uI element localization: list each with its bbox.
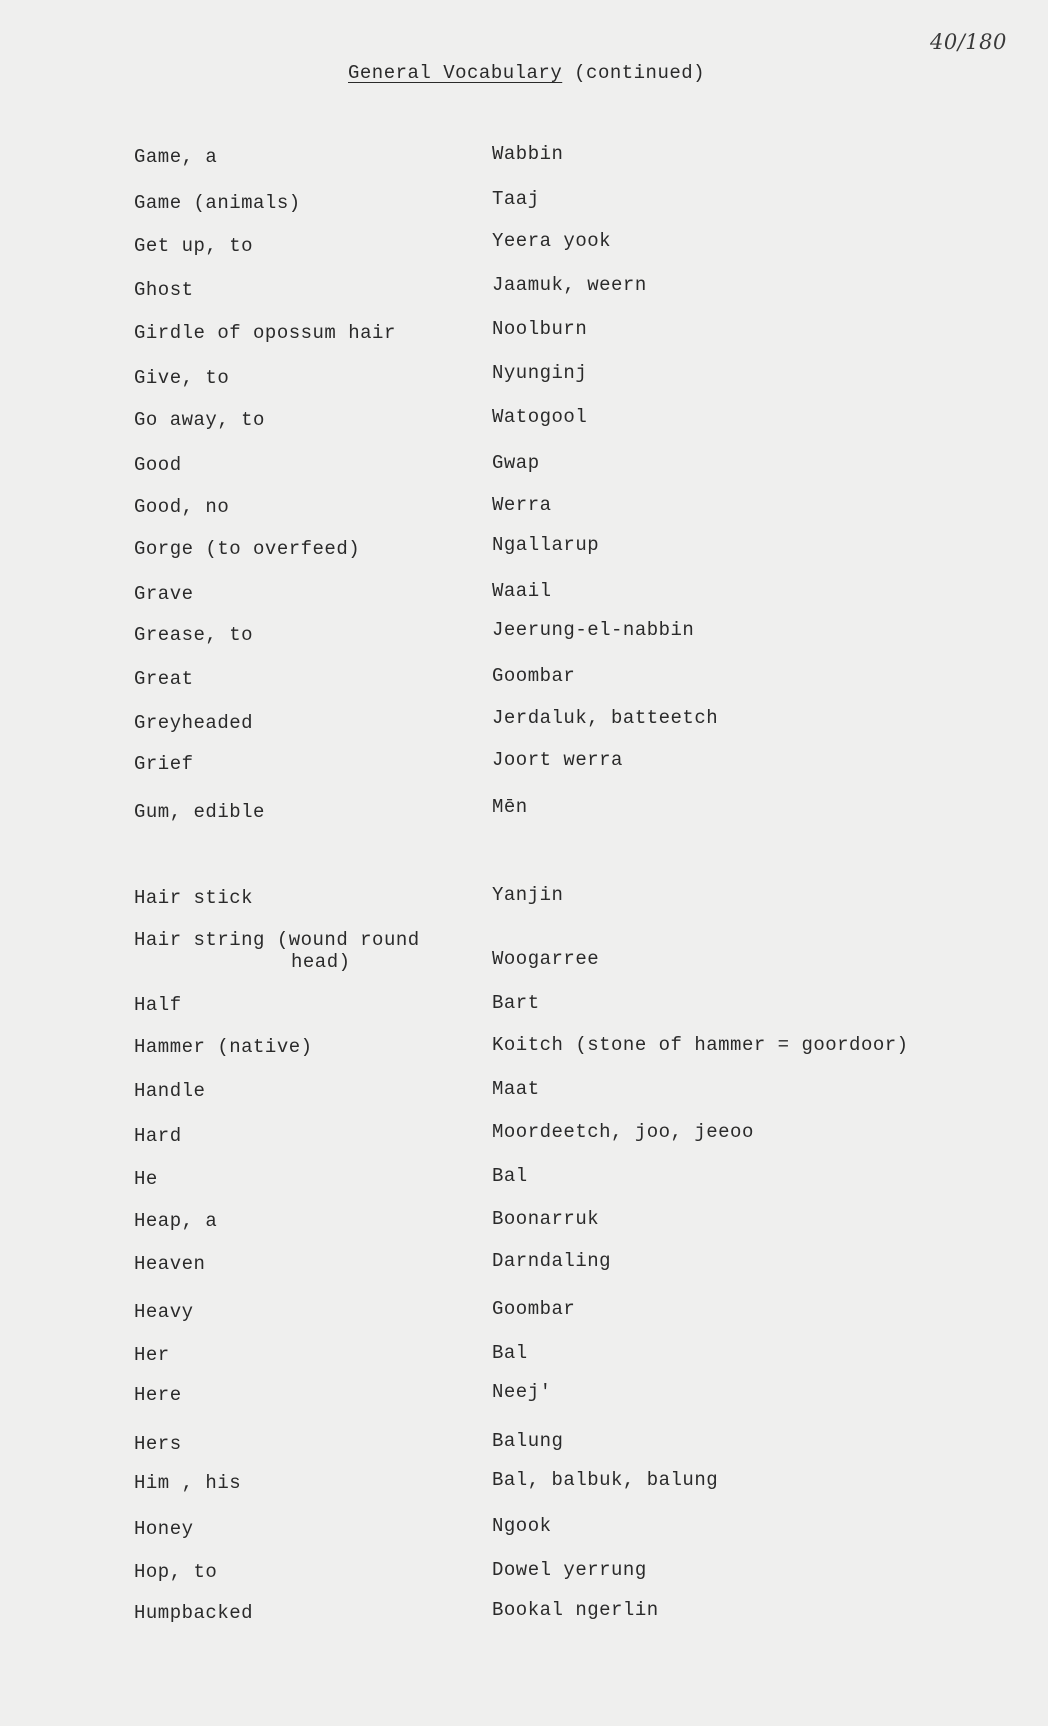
gloss: Moordeetch, joo, jeeoo (492, 1121, 754, 1143)
gloss: Mēn (492, 796, 528, 818)
term: Honey (134, 1518, 194, 1540)
term: Game, a (134, 146, 218, 168)
term: Here (134, 1384, 182, 1406)
gloss: Woogarree (492, 948, 600, 970)
gloss: Bal (492, 1165, 528, 1187)
term: Girdle of opossum hair (134, 322, 396, 344)
term: Grief (134, 753, 194, 775)
gloss: Joort werra (492, 749, 623, 771)
gloss: Maat (492, 1078, 540, 1100)
page-number: 40/180 (930, 30, 1007, 54)
gloss: Bart (492, 992, 540, 1014)
term: Humpbacked (134, 1602, 254, 1624)
gloss: Noolburn (492, 318, 588, 340)
term: Great (134, 668, 194, 690)
page-title (348, 62, 705, 84)
term: Heap, a (134, 1210, 218, 1232)
term: Half (134, 994, 182, 1016)
gloss: Ngallarup (492, 534, 600, 556)
gloss: Waail (492, 580, 552, 602)
gloss: Gwap (492, 452, 540, 474)
gloss: Goombar (492, 665, 576, 687)
term: Give, to (134, 367, 230, 389)
term: Him , his (134, 1472, 242, 1494)
term: Hair stick (134, 887, 254, 909)
term: Her (134, 1344, 170, 1366)
gloss: Bal, balbuk, balung (492, 1469, 719, 1491)
term: Game (animals) (134, 192, 301, 214)
term: Ghost (134, 279, 194, 301)
term: Hers (134, 1433, 182, 1455)
term: Gum, edible (134, 801, 265, 823)
gloss: Nyunginj (492, 362, 588, 384)
gloss: Wabbin (492, 143, 564, 165)
gloss: Watogool (492, 406, 588, 428)
gloss: Jaamuk, weern (492, 274, 647, 296)
term: Grease, to (134, 624, 254, 646)
term: Hard (134, 1125, 182, 1147)
gloss: Koitch (stone of hammer = goordoor) (492, 1034, 909, 1056)
gloss: Ngook (492, 1515, 552, 1537)
term: Heavy (134, 1301, 194, 1323)
gloss: Dowel yerrung (492, 1559, 647, 1581)
gloss: Neej' (492, 1381, 552, 1403)
title-main: General Vocabulary (348, 62, 563, 84)
gloss: Darndaling (492, 1250, 612, 1272)
term: Hammer (native) (134, 1036, 313, 1058)
term: Hair string (wound round (134, 929, 420, 951)
title-suffix: (continued) (574, 62, 706, 84)
gloss: Bookal ngerlin (492, 1599, 659, 1621)
gloss: Werra (492, 494, 552, 516)
gloss: Taaj (492, 188, 540, 210)
term: Gorge (to overfeed) (134, 538, 361, 560)
gloss: Yeera yook (492, 230, 612, 252)
gloss: Jerdaluk, batteetch (492, 707, 719, 729)
gloss: Boonarruk (492, 1208, 600, 1230)
term-continuation: head) (291, 951, 351, 973)
term: Good, no (134, 496, 230, 518)
term: Handle (134, 1080, 206, 1102)
term: He (134, 1168, 158, 1190)
term: Go away, to (134, 409, 265, 431)
gloss: Yanjin (492, 884, 564, 906)
term: Get up, to (134, 235, 254, 257)
term: Grave (134, 583, 194, 605)
gloss: Jeerung-el-nabbin (492, 619, 695, 641)
term: Good (134, 454, 182, 476)
term: Greyheaded (134, 712, 254, 734)
gloss: Balung (492, 1430, 564, 1452)
gloss: Goombar (492, 1298, 576, 1320)
term: Hop, to (134, 1561, 218, 1583)
term: Heaven (134, 1253, 206, 1275)
gloss: Bal (492, 1342, 528, 1364)
